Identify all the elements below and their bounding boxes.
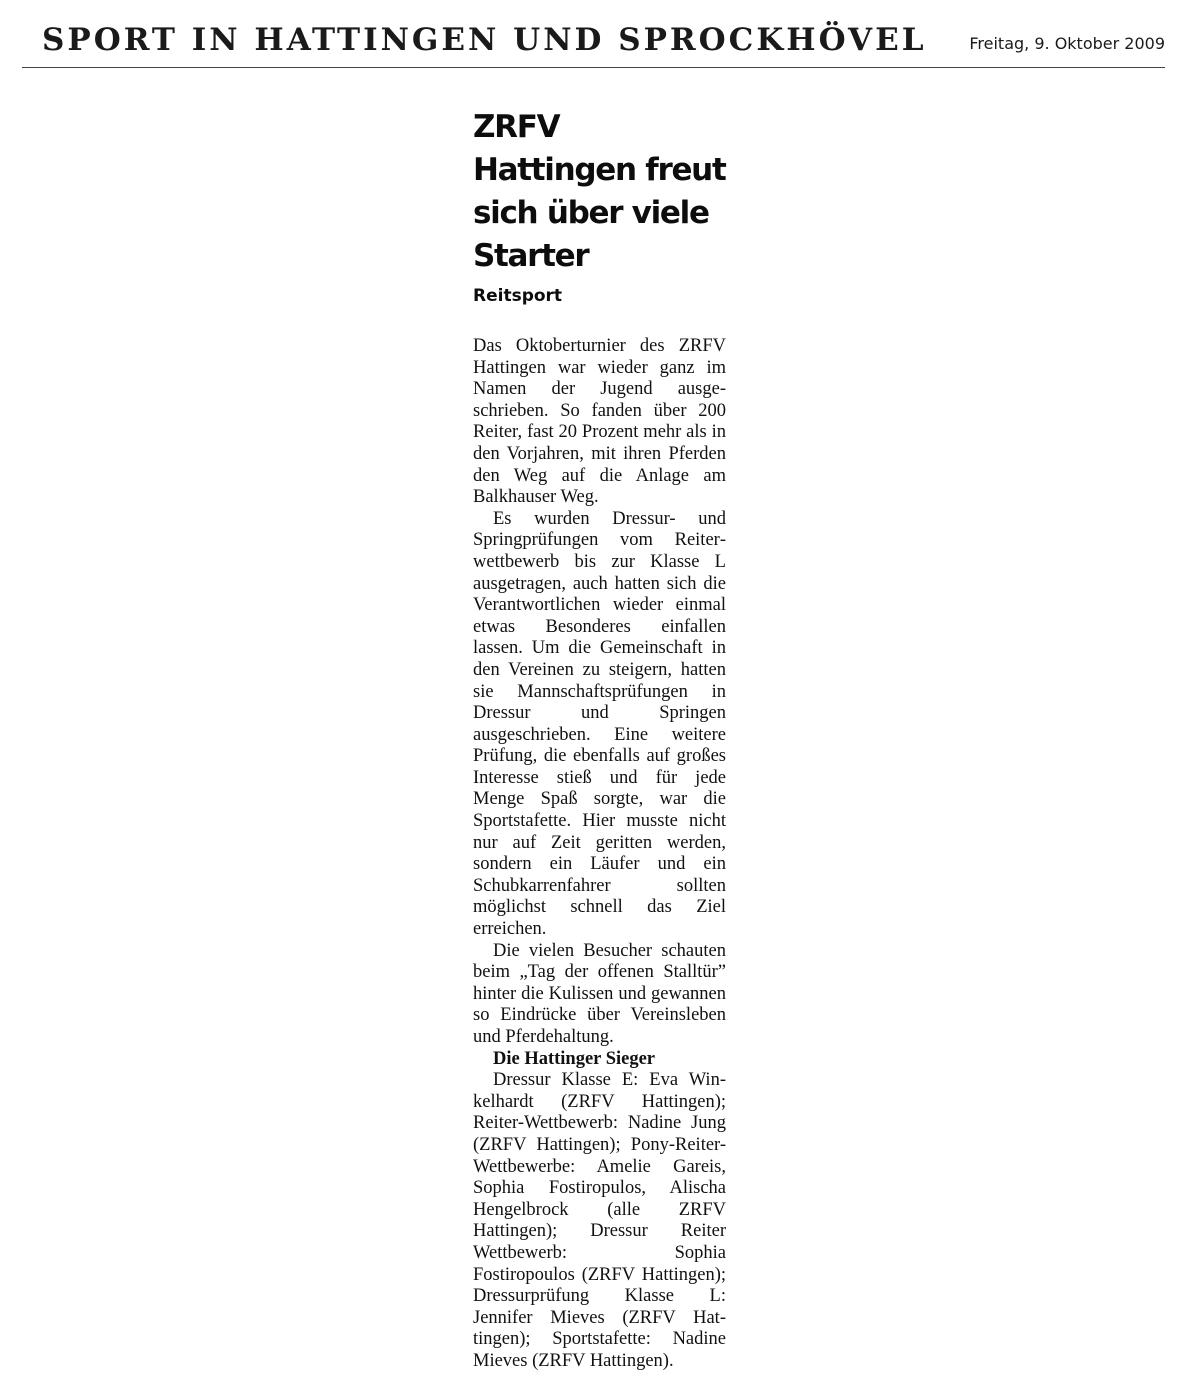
article-headline: ZRFV Hattingen freut sich über viele Starter xyxy=(473,109,726,274)
publication-date: Freitag, 9. Oktober 2009 xyxy=(969,34,1165,53)
article-paragraph: Das Oktoberturnier des ZRFV Hattingen war wieder ganz im Namen der Jugend ausgeschrieben. So fanden über 200 Reiter, fast 20 Prozent mehr als in den Vorjahren, mit ihren Pferden den Weg auf die Anlage am Balkhauser Weg. xyxy=(473,336,726,508)
article-paragraph: Die vielen Besucher schauten beim „Tag der offenen Stalltür” hinter die Kulissen und gewannen so Eindrücke über Vereinsleben und Pferdehaltung. xyxy=(473,940,726,1047)
header-divider xyxy=(22,67,1165,68)
article-paragraph: Es wurden Dressur- und Springprüfungen vom Reiterwettbewerb bis zur Klasse L ausgetragen, auch hatten sich die Verantwortlichen wieder einmal etwas Besonderes einfallen lassen. Um die Gemeinschaft in den Vereinen zu steigern, hatten sie Mannschaftsprüfungen in Dressur und Springen ausgeschrieben. Eine weitere Prüfung, die ebenfalls auf großes Interesse stieß und für jede Menge Spaß sorgte, war die Sportstafette. Hier musste nicht nur auf Zeit geritten werden, sondern ein Läufer und ein Schubkarrenfahrer sollten möglichst schnell das Ziel erreichen. xyxy=(473,508,726,940)
section-title: SPORT IN HATTINGEN UND SPROCKHÖVEL xyxy=(42,22,927,58)
results-paragraph: Dressur Klasse E: Eva Winkelhardt (ZRFV Hattingen); Reiter-Wettbewerb: Nadine Jung (ZRFV Hattingen); Pony-Reiter-Wettbewerbe: Amelie Gareis, Sophia Fostiropulos, Alischa Hengelbrock (alle ZRFV Hattingen); Dressur Reiter Wettbewerb: Sophia Fostiropoulos (ZRFV Hattingen); Dressurprüfung Klasse L: Jennifer Mieves (ZRFV Hattingen); Sportstafette: Nadine Mieves (ZRFV Hattingen). xyxy=(473,1070,726,1371)
results-subheading: Die Hattinger Sieger xyxy=(493,1048,656,1069)
article-kicker: Reitsport xyxy=(473,286,563,306)
article-body xyxy=(473,336,726,1373)
article xyxy=(473,106,726,1373)
